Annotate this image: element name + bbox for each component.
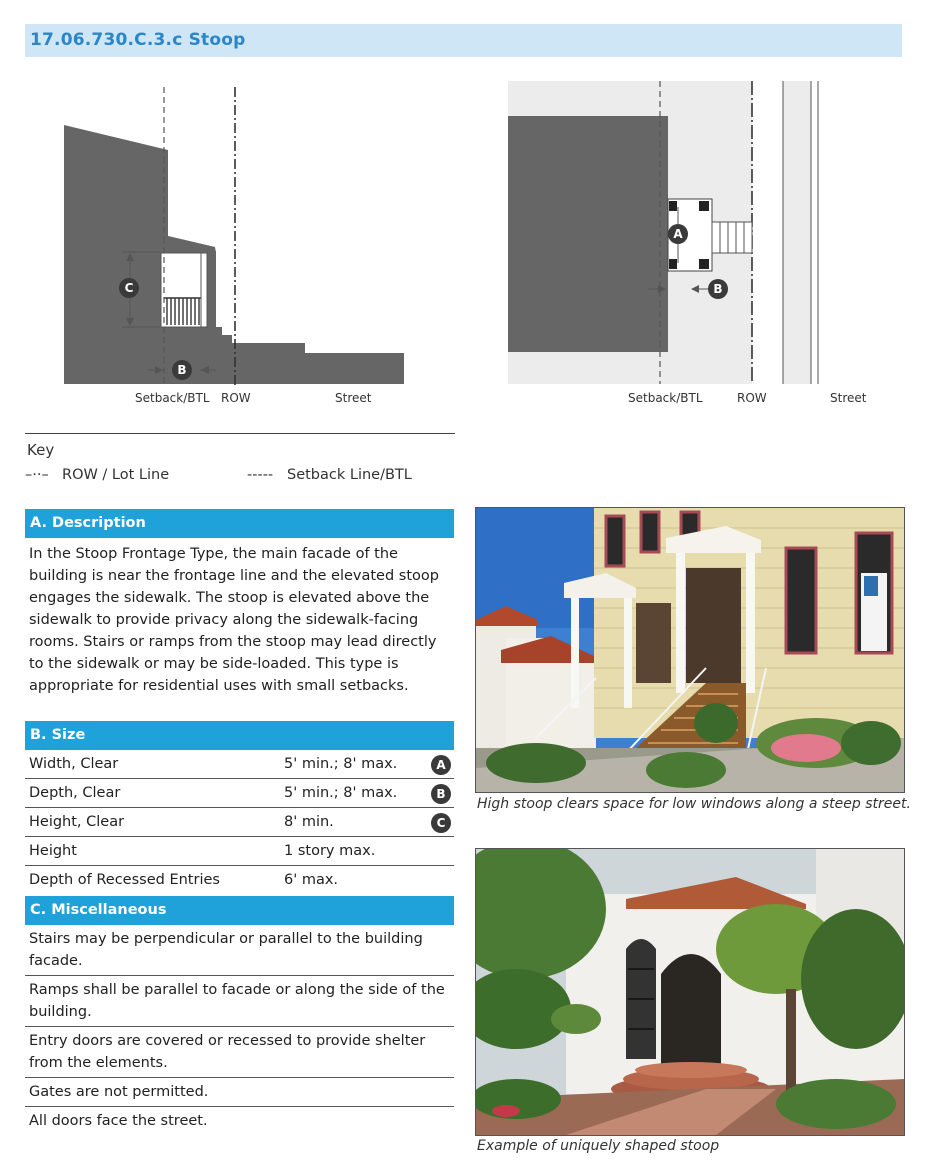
photo1-caption: High stoop clears space for low windows along a steep street. [477,796,911,812]
photo-shaped-stoop [475,848,905,1136]
key-row-symbol: –··– [25,467,49,483]
photo-high-stoop [475,507,905,793]
description-heading-bar [25,509,454,538]
size-heading-bar [25,721,454,750]
plan-row-label: ROW [737,391,767,405]
description-text: In the Stoop Frontage Type, the main facade of the building is near the frontage line and the elevated stoop engages the sidewalk. The stoop is elevated above the sidewalk to provide privacy along the sidewalk-facing rooms. Stairs or ramps from the stoop may lead directly to the sidewalk or may be side-loaded. This type is appropriate for residential uses with small setbacks. [29,546,439,694]
misc-heading: C. Miscellaneous [30,902,167,918]
misc-item: Entry doors are covered or recessed to provide shelter from the elements. [25,1027,454,1078]
plan-setback-label: Setback/BTL [628,391,703,405]
size-row-recessed: Depth of Recessed Entries 6' max. [29,872,339,888]
size-row-height-clear: Height, Clear 8' min. C [25,808,454,837]
key-divider [25,433,455,434]
page-title: 17.06.730.C.3.c Stoop [30,30,246,50]
section-setback-label: Setback/BTL [135,391,210,405]
plan-diagram [508,81,888,411]
misc-heading-bar [25,896,454,925]
badge-b: B [431,784,451,804]
size-row-width: Width, Clear 5' min.; 8' max. A [25,750,454,779]
key-title: Key [27,441,55,459]
section-street-label: Street [335,391,372,405]
misc-item: All doors face the street. [29,1113,208,1129]
misc-item: Gates are not permitted. [25,1078,454,1107]
section-row-label: ROW [221,391,251,405]
badge-a: A [431,755,451,775]
badge-a-plan: A [673,227,683,241]
misc-item: Ramps shall be parallel to facade or along the side of the building. [25,976,454,1027]
misc-item: Stairs may be perpendicular or parallel to the building facade. [25,925,454,976]
size-row-depth: Depth, Clear 5' min.; 8' max. B [25,779,454,808]
photo2-caption: Example of uniquely shaped stoop [477,1138,720,1154]
section-diagram [60,85,410,410]
plan-street-label: Street [830,391,867,405]
badge-b-plan: B [713,282,723,296]
key-row-label: ROW / Lot Line [62,467,170,483]
size-row-height: Height 1 story max. [25,837,454,866]
description-heading: A. Description [30,515,146,531]
key-setback-symbol: ----- [247,467,274,483]
badge-c: C [431,813,451,833]
key-setback-label: Setback Line/BTL [287,467,412,483]
badge-c-section: C [124,281,134,295]
size-heading: B. Size [30,727,86,743]
page-title-bar [25,24,902,57]
badge-b-section: B [177,363,187,377]
